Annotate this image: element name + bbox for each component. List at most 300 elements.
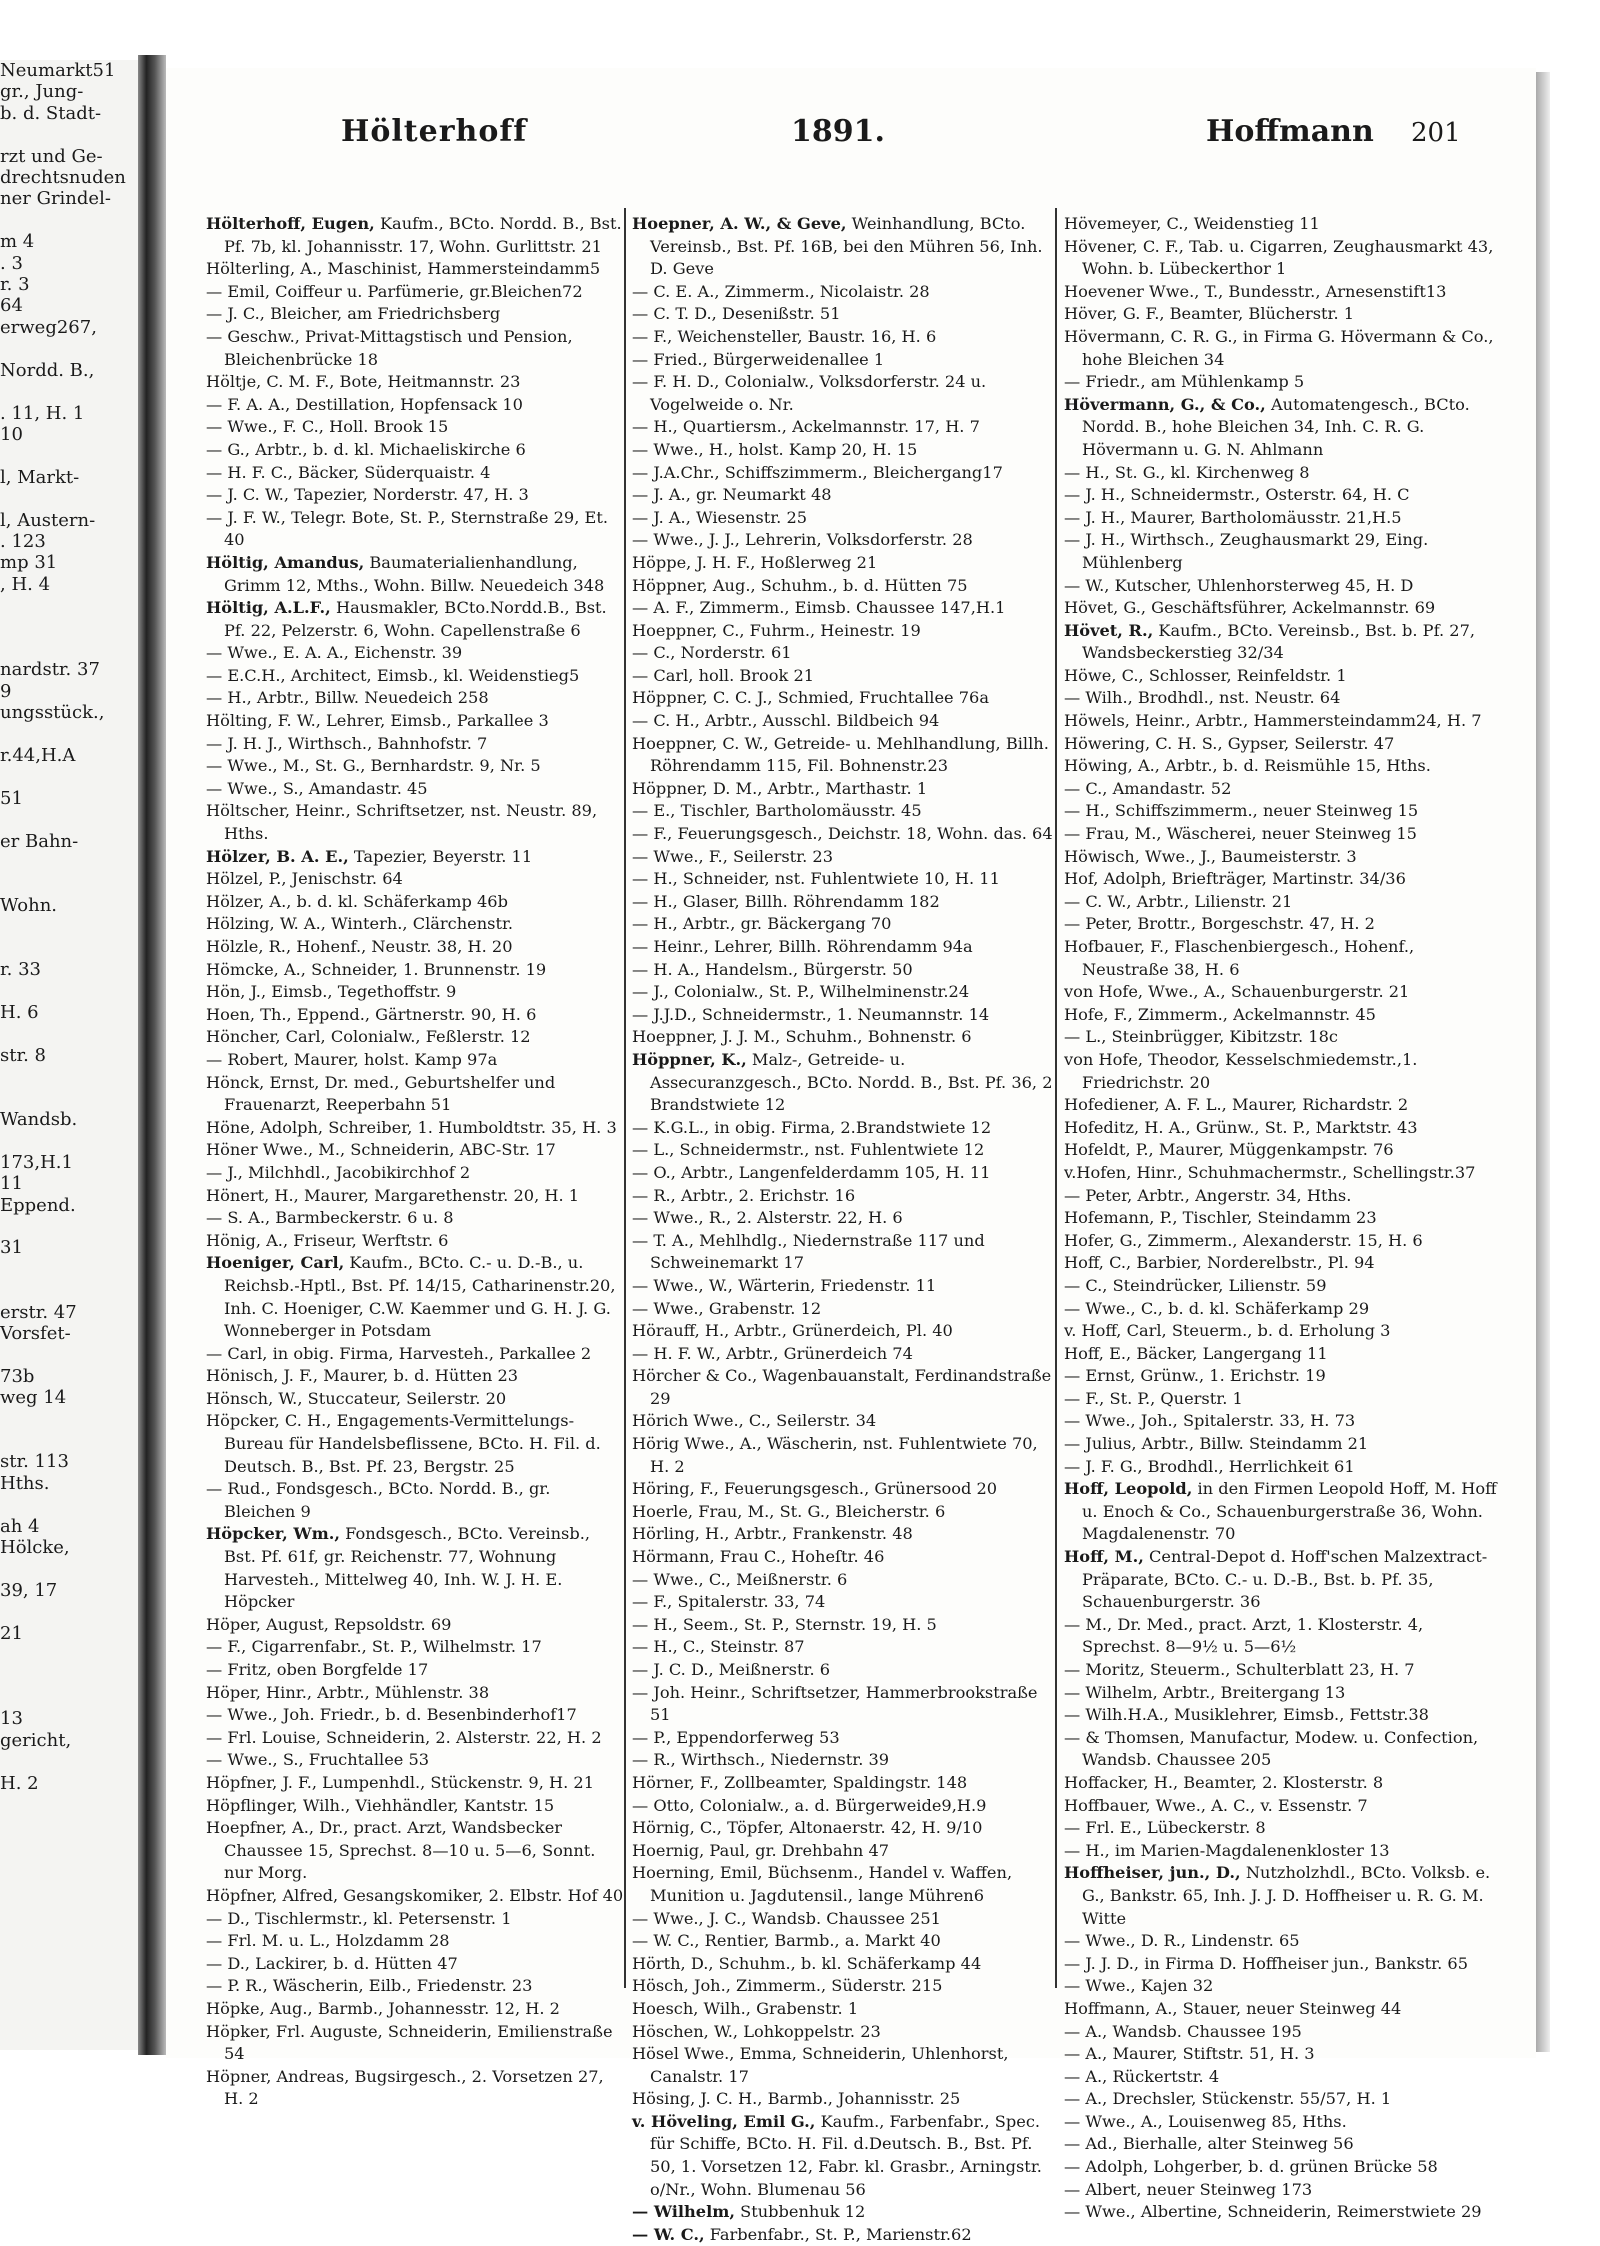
directory-entry [632, 1659, 1057, 1682]
entry-details: Hörich Wwe., C., Seilerstr. 34 [632, 1411, 877, 1431]
entry-details: Höper, Hinr., Arbtr., Mühlenstr. 38 [206, 1682, 490, 1702]
entry-details: — C. E. A., Zimmerm., Nicolaistr. 28 [632, 281, 930, 301]
entry-name: Höpcker, Wm., [206, 1524, 340, 1544]
directory-entry [1064, 981, 1504, 1004]
directory-entry [632, 1230, 1057, 1275]
left-page-fragment [0, 852, 150, 873]
entry-details: Hoeppner, J. J. M., Schuhm., Bohnenstr. 6 [632, 1027, 972, 1047]
entry-details: — Albert, neuer Steinweg 173 [1064, 2179, 1313, 2199]
entry-details: Hön, J., Eimsb., Tegethoffstr. 9 [206, 982, 457, 1002]
directory-entry [1064, 1456, 1504, 1479]
directory-entry [632, 1162, 1057, 1185]
left-page-fragment: m 4 [0, 231, 35, 253]
entry-details: — J. F. G., Brodhdl., Herrlichkeit 61 [1064, 1456, 1355, 1476]
entry-details: — M., Dr. Med., pract. Arzt, 1. Klosterstr. 4, Sprechst. 8—9½ u. 5—6½ [1064, 1614, 1424, 1657]
directory-entry [206, 1026, 626, 1049]
entry-details: von Hofe, Wwe., A., Schauenburgerstr. 21 [1064, 982, 1410, 1002]
directory-entry [632, 1998, 1057, 2021]
entry-details: Höpfner, J. F., Lumpenhdl., Stückenstr. 9, H. 21 [206, 1772, 594, 1792]
directory-entry [206, 1410, 626, 1478]
directory-entry [1064, 1998, 1504, 2021]
directory-entry [632, 597, 1057, 620]
entry-details: — F. A. A., Destillation, Hopfensack 10 [206, 394, 523, 414]
entry-details: — R., Arbtr., 2. Erichstr. 16 [632, 1185, 856, 1205]
directory-entry [206, 213, 626, 258]
directory-entry [206, 1614, 626, 1637]
left-page-fragment: str. 113 [0, 1451, 69, 1473]
left-page-fragment: 173,H.1 [0, 1151, 73, 1173]
entry-details: — J. H., Maurer, Bartholomäusstr. 21,H.5 [1064, 507, 1402, 527]
entry-details: — C., Norderstr. 61 [632, 643, 792, 663]
entry-details: — T. A., Mehlhdlg., Niedernstraße 117 und Schweinemarkt 17 [632, 1230, 985, 1273]
directory-entry [206, 1185, 626, 1208]
entry-details: Hösch, Joh., Zimmerm., Süderstr. 215 [632, 1976, 943, 1996]
directory-entry [206, 1162, 626, 1185]
directory-entry [1064, 1298, 1504, 1321]
entry-details: Hofeldt, P., Maurer, Müggenkampstr. 76 [1064, 1140, 1394, 1160]
directory-entry [1064, 2066, 1504, 2089]
directory-entry [1064, 394, 1504, 462]
directory-entry [632, 1546, 1057, 1569]
directory-entry [632, 868, 1057, 891]
directory-entry [1064, 665, 1504, 688]
directory-entry [206, 959, 626, 982]
directory-entry [1064, 1953, 1504, 1976]
directory-entry [1064, 1004, 1504, 1027]
entry-details: Tapezier, Beyerstr. 11 [348, 846, 533, 866]
directory-entry [632, 1433, 1057, 1478]
directory-entry [206, 642, 626, 665]
directory-entry [1064, 1094, 1504, 1117]
directory-entry [632, 1004, 1057, 1027]
entry-details: Höver, G. F., Beamter, Blücherstr. 1 [1064, 304, 1355, 324]
entry-details: Kaufm., BCto. Nordd. B., Bst. Pf. 7b, kl. Johannisstr. 17, Wohn. Gurlittstr. 21 [224, 214, 622, 256]
entry-details: — K.G.L., in obig. Firma, 2.Brandstwiete 12 [632, 1117, 992, 1137]
directory-entry [206, 484, 626, 507]
directory-entry [1064, 597, 1504, 620]
entry-details: — Julius, Arbtr., Billw. Steindamm 21 [1064, 1434, 1369, 1454]
directory-entry [206, 710, 626, 733]
left-page-fragment: er Bahn- [0, 830, 79, 852]
directory-page [166, 68, 1536, 2244]
directory-entry [1064, 1275, 1504, 1298]
directory-entry [1064, 1840, 1504, 1863]
entry-details: Höwels, Heinr., Arbtr., Hammersteindamm24, H. 7 [1064, 711, 1482, 731]
left-page-fragment [0, 445, 150, 466]
entry-details: Höpner, Andreas, Bugsirgesch., 2. Vorsetzen 27, H. 2 [206, 2066, 604, 2109]
entry-details: — C. T. D., Desenißstr. 51 [632, 304, 841, 324]
directory-entry [206, 1004, 626, 1027]
directory-entry [206, 733, 626, 756]
entry-details: Höwisch, Wwe., J., Baumeisterstr. 3 [1064, 846, 1357, 866]
directory-entry [632, 2111, 1057, 2201]
entry-details: — Geschw., Privat-Mittagstisch und Pension, Bleichenbrücke 18 [206, 326, 573, 369]
left-page-fragment: erweg267, [0, 316, 97, 338]
left-page-fragment: Wohn. [0, 894, 58, 916]
directory-entry [1064, 620, 1504, 665]
entry-details: — J. C., Bleicher, am Friedrichsberg [206, 304, 501, 324]
entry-details: — Rud., Fondsgesch., BCto. Nordd. B., gr. Bleichen 9 [206, 1479, 551, 1521]
directory-entry [632, 1614, 1057, 1637]
entry-details: — J., Colonialw., St. P., Wilhelminenstr.24 [632, 982, 970, 1002]
entry-details: — H., St. G., kl. Kirchenweg 8 [1064, 462, 1310, 482]
directory-entry [206, 665, 626, 688]
directory-entry [206, 552, 626, 597]
directory-entry [1064, 1388, 1504, 1411]
directory-entry [632, 1298, 1057, 1321]
directory-entry [206, 416, 626, 439]
left-page-fragment [0, 1430, 150, 1451]
directory-entry [206, 1704, 626, 1727]
entry-details: — R., Wirthsch., Niedernstr. 39 [632, 1750, 890, 1770]
entry-details: in den Firmen Leopold Hoff, M. Hoff u. Enoch & Co., Schauenburgerstraße 36, Wohn. Magdalenenstr. 70 [1082, 1479, 1497, 1544]
left-page-fragment: H. 6 [0, 1001, 39, 1023]
entry-details: — Ad., Bierhalle, alter Steinweg 56 [1064, 2134, 1354, 2154]
directory-entry [206, 2066, 626, 2111]
entry-details: — J. C. D., Meißnerstr. 6 [632, 1660, 831, 1679]
entry-details: Hörnig, C., Töpfer, Altonaerstr. 42, H. 9/10 [632, 1818, 983, 1838]
left-page-fragment [0, 938, 150, 959]
directory-entry [206, 1636, 626, 1659]
entry-details: — J. H. J., Wirthsch., Bahnhofstr. 7 [206, 733, 488, 753]
directory-entry [632, 1320, 1057, 1343]
left-page-fragment: l, Austern- [0, 509, 96, 531]
directory-entry [632, 213, 1057, 281]
entry-details: Höltscher, Heinr., Schriftsetzer, nst. Neustr. 89, Hths. [206, 801, 598, 844]
entry-name: Höppner, K., [632, 1049, 747, 1069]
entry-details: Höpflinger, Wilh., Viehhändler, Kantstr. 15 [206, 1795, 555, 1815]
directory-entry [632, 439, 1057, 462]
directory-entry [206, 303, 626, 326]
entry-name: Höltig, Amandus, [206, 552, 365, 572]
directory-entry [632, 371, 1057, 416]
directory-entry [632, 326, 1057, 349]
entry-details: Höwering, C. H. S., Gypser, Seilerstr. 47 [1064, 733, 1395, 753]
left-page-fragment: H. 2 [0, 1772, 39, 1794]
entry-details: — Wwe., D. R., Lindenstr. 65 [1064, 1931, 1300, 1951]
directory-entry [206, 1523, 626, 1613]
entry-details: Stubbenhuk 12 [735, 2202, 866, 2222]
entry-details: — F., Cigarrenfabr., St. P., Wilhelmstr. 17 [206, 1637, 542, 1657]
directory-entry [206, 371, 626, 394]
entry-details: Hövet, G., Geschäftsführer, Ackelmannstr. 69 [1064, 598, 1436, 618]
entry-details: — F. H. D., Colonialw., Volksdorferstr. 24 u. Vogelweide o. Nr. [632, 372, 987, 414]
entry-details: — Wwe., C., b. d. kl. Schäferkamp 29 [1064, 1298, 1370, 1318]
directory-entry [206, 1207, 626, 1230]
entry-details: Höpker, Frl. Auguste, Schneiderin, Emilienstraße 54 [206, 2021, 613, 2064]
left-page-fragment: 9 [0, 680, 12, 702]
directory-entry [1064, 1162, 1504, 1185]
entry-details: — Wwe., E. A. A., Eichenstr. 39 [206, 643, 463, 663]
entry-details: — J. A., Wiesenstr. 25 [632, 507, 808, 527]
entry-details: — J.J.D., Schneidermstr., 1. Neumannstr. 14 [632, 1004, 990, 1024]
entry-details: — H. F. C., Bäcker, Süderquaistr. 4 [206, 462, 491, 482]
entry-details: Hoffacker, H., Beamter, 2. Klosterstr. 8 [1064, 1772, 1384, 1792]
directory-entry [1064, 1614, 1504, 1659]
entry-details: Hörner, F., Zollbeamter, Spaldingstr. 148 [632, 1772, 968, 1792]
directory-entry [1064, 1139, 1504, 1162]
directory-entry [206, 1049, 626, 1072]
entry-details: — S. A., Barmbeckerstr. 6 u. 8 [206, 1208, 454, 1228]
entry-details: Hoffbauer, Wwe., A. C., v. Essenstr. 7 [1064, 1795, 1368, 1815]
directory-entry [1064, 800, 1504, 823]
directory-entry [1064, 1207, 1504, 1230]
entry-details: — F., Feuerungsgesch., Deichstr. 18, Wohn. das. 64 [632, 824, 1053, 844]
left-page-fragment: l, Markt- [0, 466, 80, 488]
directory-entry [206, 1230, 626, 1253]
directory-entry [1064, 1772, 1504, 1795]
entry-details: Höppner, C. C. J., Schmied, Fruchtallee 76a [632, 688, 989, 708]
left-page-fragment [0, 1023, 150, 1044]
directory-entry [206, 281, 626, 304]
left-page-fragment: b. d. Stadt- [0, 102, 102, 124]
entry-details: — H., Schiffszimmerm., neuer Steinweg 15 [1064, 801, 1419, 821]
entry-details: — H., Arbtr., Billw. Neuedeich 258 [206, 688, 489, 708]
directory-entry [632, 529, 1057, 552]
entry-details: Höpcker, C. H., Engagements-Vermittelungs-Bureau für Handelsbeflissene, BCto. H. Fil. d. Deutsch. B., Bst. Pf. 23, Bergstr. 25 [206, 1411, 601, 1476]
entry-details: — H. A., Handelsm., Bürgerstr. 50 [632, 959, 913, 979]
entry-details: — H., Seem., St. P., Sternstr. 19, H. 5 [632, 1614, 937, 1634]
left-page-fragment [0, 1558, 150, 1579]
directory-entry [206, 936, 626, 959]
directory-entry [1064, 1546, 1504, 1614]
entry-details: — Wwe., J. C., Wandsb. Chaussee 251 [632, 1908, 941, 1928]
directory-entry [206, 326, 626, 371]
entry-details: — J. F. W., Telegr. Bote, St. P., Sternstraße 29, Et. 40 [206, 507, 608, 550]
directory-entry [206, 1343, 626, 1366]
entry-details: — E.C.H., Architect, Eimsb., kl. Weidenstieg5 [206, 665, 580, 685]
entry-details: — Wwe., J. J., Lehrerin, Volksdorferstr. 28 [632, 530, 973, 550]
directory-entry [632, 710, 1057, 733]
column-1 [206, 213, 626, 2111]
entry-details: Höwe, C., Schlosser, Reinfeldstr. 1 [1064, 665, 1347, 685]
left-page-fragment [0, 1216, 150, 1237]
directory-entry [632, 1410, 1057, 1433]
entry-details: — Wilh.H.A., Musiklehrer, Eimsb., Fettstr.38 [1064, 1705, 1429, 1725]
directory-entry [1064, 1478, 1504, 1546]
entry-details: — H. F. W., Arbtr., Grünerdeich 74 [632, 1343, 913, 1363]
directory-entry [206, 1365, 626, 1388]
directory-entry [632, 1862, 1057, 1907]
entry-details: Hoff, C., Barbier, Norderelbstr., Pl. 94 [1064, 1253, 1375, 1273]
book-gutter [138, 55, 166, 2055]
directory-entry [1064, 1795, 1504, 1818]
entry-details: — H., Arbtr., gr. Bäckergang 70 [632, 914, 892, 934]
directory-entry [206, 507, 626, 552]
left-page-fragment [0, 338, 150, 359]
left-page-fragment: ungsstück., [0, 702, 105, 724]
entry-details: Hoff, E., Bäcker, Langergang 11 [1064, 1343, 1328, 1363]
directory-entry [632, 1930, 1057, 1953]
directory-entry [1064, 936, 1504, 981]
left-page-edge [0, 60, 150, 2050]
entry-details: Hölterling, A., Maschinist, Hammersteindamm5 [206, 259, 601, 279]
entry-details: — D., Tischlermstr., kl. Petersenstr. 1 [206, 1908, 512, 1928]
entry-details: — Wwe., A., Louisenweg 85, Hths. [1064, 2111, 1347, 2131]
entry-details: — Peter, Arbtr., Angerstr. 34, Hths. [1064, 1185, 1352, 1205]
entry-name: — W. C., [632, 2224, 705, 2244]
entry-details: Hoeppner, C. W., Getreide- u. Mehlhandlung, Billh. Röhrendamm 115, Fil. Bohnenstr.23 [632, 733, 1049, 776]
left-page-fragment [0, 1409, 150, 1430]
directory-entry [1064, 1252, 1504, 1275]
left-page-fragment [0, 1088, 150, 1109]
left-page-fragment [0, 1280, 150, 1301]
directory-entry [1064, 2201, 1504, 2224]
left-page-fragment [0, 916, 150, 937]
directory-entry [632, 2043, 1057, 2088]
entry-details: Automatengesch., BCto. Nordd. B., hohe Bleichen 34, Inh. C. R. G. Hövermann u. G. N. Ahlmann [1082, 394, 1470, 459]
entry-details: Höppner, D. M., Arbtr., Marthastr. 1 [632, 778, 928, 798]
entry-details: — A., Drechsler, Stückenstr. 55/57, H. 1 [1064, 2089, 1392, 2109]
entry-details: Kaufm., Farbenfabr., Spec. für Schiffe, BCto. H. Fil. d.Deutsch. B., Bst. Pf. 50, 1. Vorsetzen 12, Fabr. kl. Grasbr., Arningstr. o/Nr., Wohn. Blumenau 56 [650, 2111, 1042, 2199]
entry-details: Hölzing, W. A., Winterh., Clärchenstr. [206, 914, 514, 934]
directory-entry [206, 439, 626, 462]
entry-name: Hoffheiser, jun., D., [1064, 1863, 1241, 1883]
directory-entry [1064, 1230, 1504, 1253]
entry-details: — C., Steindrücker, Lilienstr. 59 [1064, 1275, 1327, 1295]
entry-details: — H., im Marien-Magdalenenkloster 13 [1064, 1840, 1390, 1860]
directory-entry [1064, 1930, 1504, 1953]
entry-details: — G., Arbtr., b. d. kl. Michaeliskirche 6 [206, 439, 526, 459]
entry-details: — E., Tischler, Bartholomäusstr. 45 [632, 801, 922, 821]
entry-details: Hövener, C. F., Tab. u. Cigarren, Zeughausmarkt 43, Wohn. b. Lübeckerthor 1 [1064, 236, 1494, 279]
entry-details: Hoevener Wwe., T., Bundesstr., Arnesenstift13 [1064, 281, 1447, 301]
entry-details: — Wwe., Joh., Spitalerstr. 33, H. 73 [1064, 1411, 1356, 1431]
left-page-fragment [0, 1130, 150, 1151]
directory-entry [1064, 575, 1504, 598]
directory-entry [206, 1749, 626, 1772]
entry-details: Hönck, Ernst, Dr. med., Geburtshelfer und Frauenarzt, Reeperbahn 51 [206, 1072, 556, 1115]
entry-details: — C. W., Arbtr., Lilienstr. 21 [1064, 891, 1293, 911]
directory-entry [632, 1117, 1057, 1140]
left-page-fragment: 64 [0, 295, 23, 317]
directory-entry [1064, 1365, 1504, 1388]
directory-entry [1064, 913, 1504, 936]
left-page-fragment: . 11, H. 1 [0, 402, 85, 424]
entry-details: Höppner, Aug., Schuhm., b. d. Hütten 75 [632, 575, 968, 595]
directory-entry [206, 1975, 626, 1998]
directory-entry [206, 755, 626, 778]
entry-details: — Wwe., Joh. Friedr., b. d. Besenbinderhof17 [206, 1705, 577, 1725]
entry-details: — J. C. W., Tapezier, Norderstr. 47, H. 3 [206, 485, 529, 505]
entry-details: Hoepfner, A., Dr., pract. Arzt, Wandsbecker Chaussee 15, Sprechst. 8—10 u. 5—6, Sonnt. nur Morg. [206, 1818, 596, 1883]
entry-details: — Frl. E., Lübeckerstr. 8 [1064, 1818, 1266, 1838]
directory-entry [1064, 1049, 1504, 1094]
directory-entry [206, 1772, 626, 1795]
entry-details: — Heinr., Lehrer, Billh. Röhrendamm 94a [632, 937, 973, 956]
entry-details: Hörauff, H., Arbtr., Grünerdeich, Pl. 40 [632, 1321, 953, 1341]
entry-details: v. Hoff, Carl, Steuerm., b. d. Erholung 3 [1064, 1321, 1391, 1341]
directory-entry [206, 258, 626, 281]
directory-entry [1064, 529, 1504, 574]
directory-entry [632, 2201, 1057, 2224]
entry-details: Hösel Wwe., Emma, Schneiderin, Uhlenhorst, Canalstr. 17 [632, 2044, 1009, 2086]
left-page-fragment: weg 14 [0, 1387, 67, 1409]
directory-entry [632, 416, 1057, 439]
directory-entry [632, 575, 1057, 598]
directory-entry [1064, 891, 1504, 914]
entry-details: — Wwe., Kajen 32 [1064, 1976, 1214, 1996]
entry-details: — L., Steinbrügger, Kibitzstr. 18c [1064, 1027, 1338, 1047]
directory-entry [1064, 1704, 1504, 1727]
directory-entry [1064, 2179, 1504, 2202]
entry-details: — Friedr., am Mühlenkamp 5 [1064, 372, 1305, 392]
directory-entry [206, 1659, 626, 1682]
entry-details: — Joh. Heinr., Schriftsetzer, Hammerbrookstraße 51 [632, 1682, 1038, 1725]
left-page-fragment: gericht, [0, 1729, 72, 1751]
entry-details: Höring, F., Feuerungsgesch., Grünersood 20 [632, 1479, 998, 1499]
entry-name: Hoff, Leopold, [1064, 1479, 1193, 1499]
directory-entry [1064, 1975, 1504, 1998]
left-page-fragment: r. 3 [0, 274, 30, 296]
entry-details: — Carl, in obig. Firma, Harvesteh., Parkallee 2 [206, 1343, 592, 1363]
directory-entry [632, 1478, 1057, 1501]
directory-entry [206, 1885, 626, 1908]
entry-details: — Fritz, oben Borgfelde 17 [206, 1660, 429, 1679]
entry-details: — A., Wandsb. Chaussee 195 [1064, 2021, 1302, 2041]
entry-details: — W., Kutscher, Uhlenhorsterweg 45, H. D [1064, 575, 1414, 595]
left-page-fragment: drechtsnuden [0, 167, 126, 189]
directory-entry [206, 1930, 626, 1953]
directory-entry [632, 552, 1057, 575]
entry-details: — Robert, Maurer, holst. Kamp 97a [206, 1049, 498, 1069]
directory-entry [632, 936, 1057, 959]
entry-details: — C., Amandastr. 52 [1064, 778, 1232, 798]
entry-details: — J. J. D., in Firma D. Hoffheiser jun., Bankstr. 65 [1064, 1953, 1469, 1973]
entry-details: Höpfner, Alfred, Gesangskomiker, 2. Elbstr. Hof 40 [206, 1885, 624, 1905]
entry-details: Hörig Wwe., A., Wäscherin, nst. Fuhlentwiete 70, H. 2 [632, 1434, 1038, 1476]
entry-details: Hoesch, Wilh., Grabenstr. 1 [632, 1998, 859, 2018]
entry-details: Höwing, A., Arbtr., b. d. Reismühle 15, Hths. [1064, 756, 1431, 776]
left-page-fragment [0, 873, 150, 894]
entry-details: — Wwe., M., St. G., Bernhardstr. 9, Nr. 5 [206, 756, 541, 776]
directory-entry [1064, 1320, 1504, 1343]
left-page-fragment: Vorsfet- [0, 1322, 71, 1344]
directory-entry [632, 281, 1057, 304]
entry-details: — O., Arbtr., Langenfelderdamm 105, H. 11 [632, 1162, 991, 1182]
directory-entry [1064, 1682, 1504, 1705]
entry-details: Hofe, F., Zimmerm., Ackelmannstr. 45 [1064, 1004, 1376, 1024]
entry-details: Hausmakler, BCto.Nordd.B., Bst. Pf. 22, Pelzerstr. 6, Wohn. Capellenstraße 6 [224, 598, 607, 640]
directory-entry [632, 1953, 1057, 1976]
entry-details: Hölzer, A., b. d. kl. Schäferkamp 46b [206, 891, 508, 911]
directory-entry [632, 1975, 1057, 1998]
entry-details: Hövemeyer, C., Weidenstieg 11 [1064, 214, 1320, 233]
entry-details: — P. R., Wäscherin, Eilb., Friedenstr. 23 [206, 1976, 533, 1996]
entry-name: Hövet, R., [1064, 620, 1154, 640]
directory-entry [632, 1682, 1057, 1727]
directory-entry [206, 1478, 626, 1523]
directory-entry [1064, 2088, 1504, 2111]
left-page-fragment: erstr. 47 [0, 1301, 77, 1323]
left-page-fragment [0, 809, 150, 830]
entry-details: Weinhandlung, BCto. Vereinsb., Bst. Pf. 16B, bei den Mühren 56, Inh. D. Geve [650, 214, 1043, 279]
directory-entry [632, 2021, 1057, 2044]
entry-details: — Frl. M. u. L., Holzdamm 28 [206, 1931, 450, 1951]
entry-details: Hörcher & Co., Wagenbauanstalt, Ferdinandstraße 29 [632, 1366, 1052, 1408]
directory-entry [632, 2088, 1057, 2111]
directory-entry [1064, 236, 1504, 281]
entry-details: — J.A.Chr., Schiffszimmerm., Bleichergang17 [632, 462, 1003, 482]
page-edge-shadow [1536, 72, 1550, 2052]
entry-details: Höncher, Carl, Colonialw., Feßlerstr. 12 [206, 1027, 531, 1047]
left-page-fragment: r.44,H.A [0, 745, 76, 766]
left-page-fragment: 11 [0, 1173, 23, 1195]
directory-entry [1064, 778, 1504, 801]
entry-details: Kaufm., BCto. Vereinsb., Bst. b. Pf. 27, Wandsbeckerstieg 32/34 [1082, 620, 1476, 663]
entry-details: Hoernig, Paul, gr. Drehbahn 47 [632, 1840, 890, 1860]
left-page-fragment [0, 124, 150, 145]
